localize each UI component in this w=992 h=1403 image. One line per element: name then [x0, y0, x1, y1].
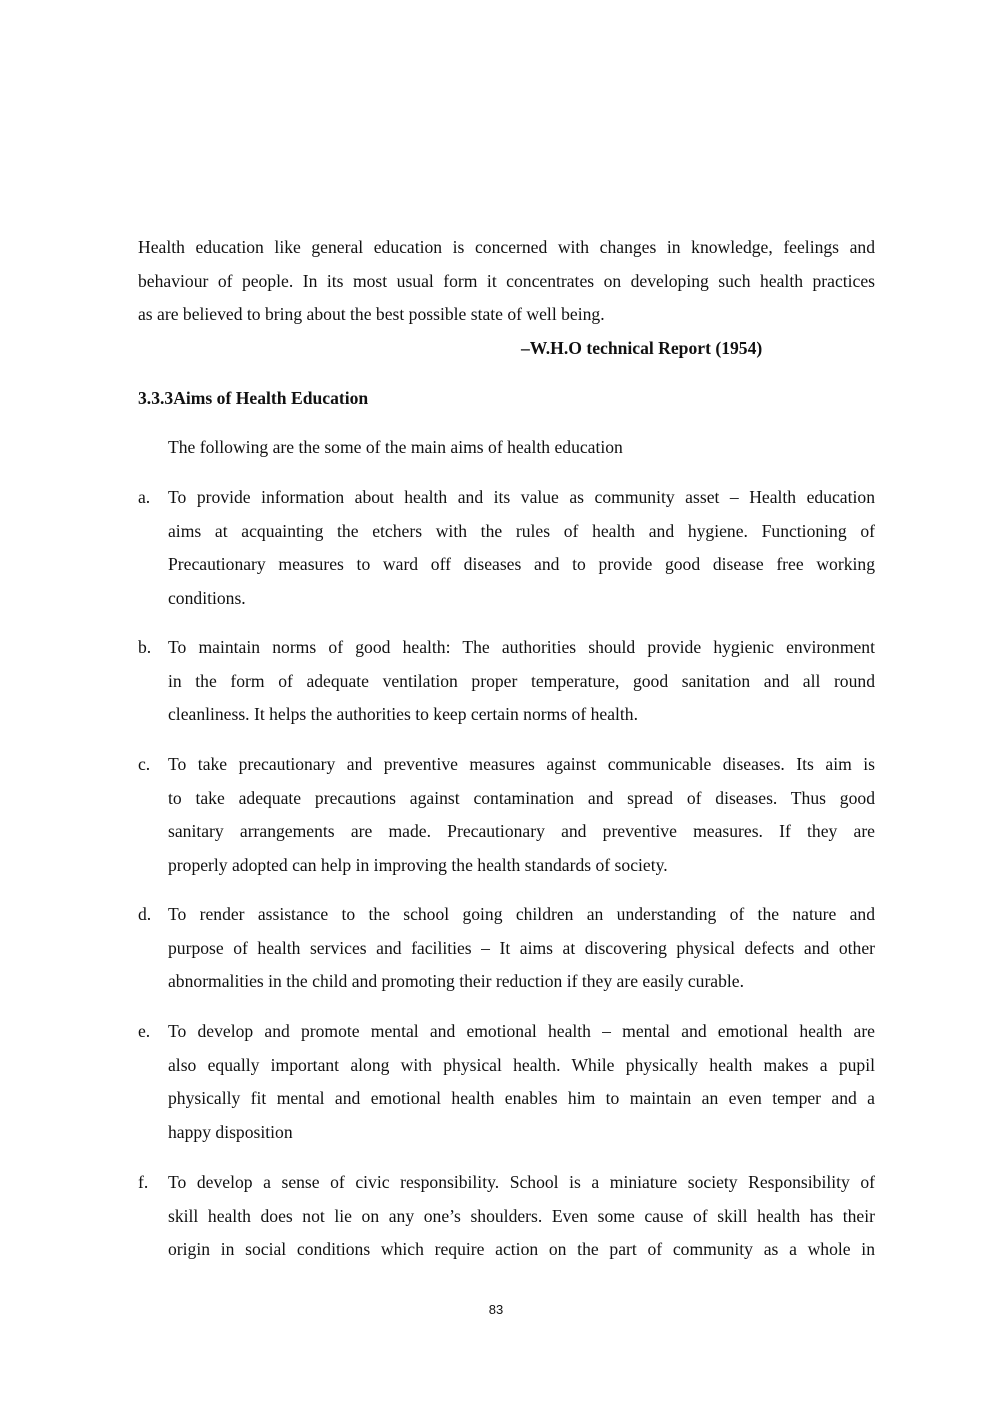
text-line: To take precautionary and preventive measures against communicable diseases. Its aim is [168, 754, 875, 774]
text-line: To maintain norms of good health: The authorities should provide hygienic environment [168, 637, 875, 657]
text-line: sanitary arrangements are made. Precautionary and preventive measures. If they are [168, 821, 875, 842]
text-line: to take adequate precautions against contamination and spread of diseases. Thus good [168, 787, 875, 808]
list-item [138, 748, 875, 882]
list-item [138, 1166, 875, 1267]
list-item-label: e. [138, 1021, 151, 1041]
text-line: cleanliness. It helps the authorities to keep certain norms of health. [168, 704, 638, 725]
section-heading: 3.3.3Aims of Health Education [138, 388, 369, 408]
list-item [138, 631, 875, 732]
text-line: also equally important along with physical health. While physically health makes a pupil [168, 1054, 875, 1075]
list-item [138, 481, 875, 615]
list-item-label: a. [138, 487, 151, 507]
text-line: abnormalities in the child and promoting their reduction if they are easily curable. [168, 971, 745, 992]
intro-text: The following are the some of the main aims of health education [168, 437, 623, 457]
text-line: purpose of health services and facilities – It aims at discovering physical defects and other [168, 937, 875, 958]
quote-paragraph [138, 231, 875, 332]
text-line: aims at acquainting the etchers with the rules of health and hygiene. Functioning of [168, 520, 875, 541]
text-line: in the form of adequate ventilation proper temperature, good sanitation and all round [168, 670, 875, 691]
text-line: happy disposition [168, 1121, 293, 1142]
text-line: To develop a sense of civic responsibility. School is a miniature society Responsibility of [168, 1172, 875, 1192]
list-item [138, 898, 875, 999]
text-line: Health education like general education is concerned with changes in knowledge, feelings and [138, 237, 875, 257]
page-number: 83 [488, 1302, 504, 1317]
text-line: Precautionary measures to ward off diseases and to provide good disease free working [168, 554, 875, 575]
text-line: physically fit mental and emotional health enables him to maintain an even temper and a [168, 1088, 875, 1109]
text-line: origin in social conditions which require action on the part of community as a whole in [168, 1239, 875, 1260]
list-item-label: c. [138, 754, 151, 774]
text-line: skill health does not lie on any one’s shoulders. Even some cause of skill health has their [168, 1205, 875, 1226]
text-line: as are believed to bring about the best possible state of well being. [138, 304, 605, 325]
text-line: To render assistance to the school going children an understanding of the nature and [168, 904, 875, 924]
list-item-label: f. [138, 1172, 149, 1192]
text-line: properly adopted can help in improving the health standards of society. [168, 854, 668, 875]
quote-attribution: –W.H.O technical Report (1954) [521, 338, 763, 358]
text-line: behaviour of people. In its most usual form it concentrates on developing such health practices [138, 270, 875, 291]
text-line: To provide information about health and its value as community asset – Health education [168, 487, 875, 507]
list-item [138, 1015, 875, 1149]
text-line: To develop and promote mental and emotional health – mental and emotional health are [168, 1021, 875, 1041]
text-line: conditions. [168, 587, 246, 608]
list-item-label: d. [138, 904, 152, 924]
list-item-label: b. [138, 637, 152, 657]
